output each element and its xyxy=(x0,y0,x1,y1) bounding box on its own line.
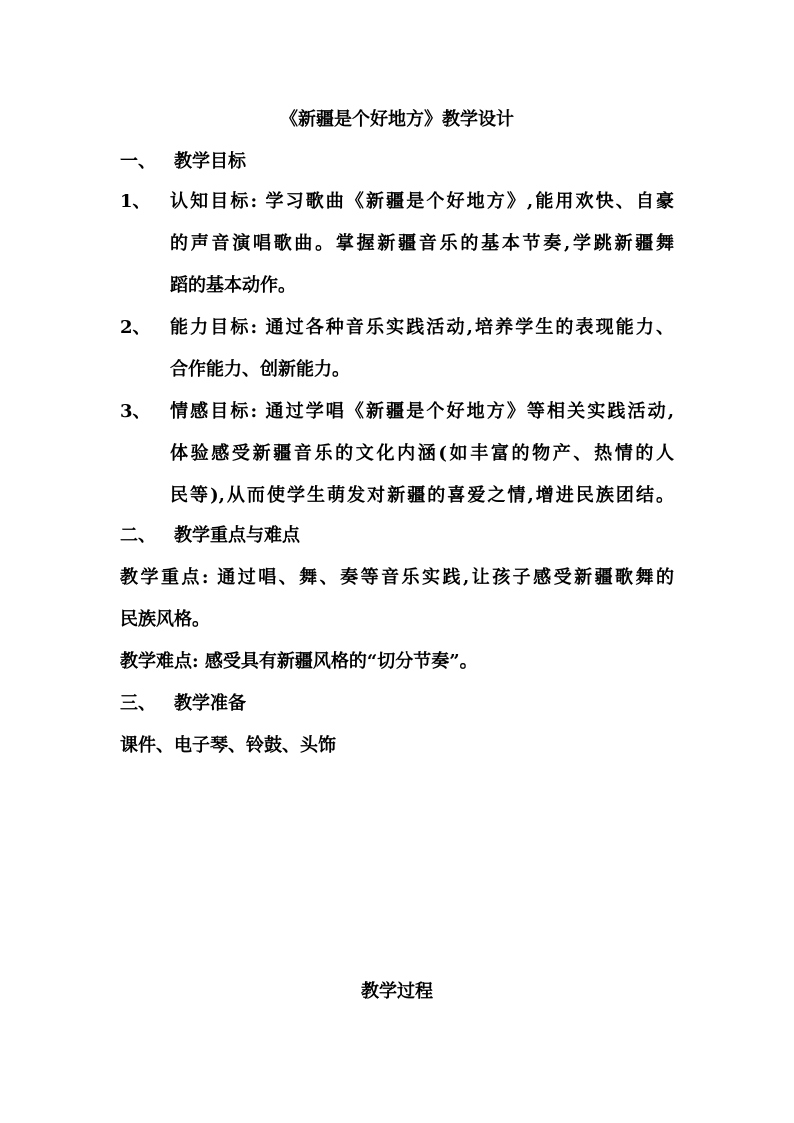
item-1-line-3: 蹈的基本动作。 xyxy=(170,275,296,296)
section-2-title: 教学重点与难点 xyxy=(174,525,300,546)
item-2-number: 2、 xyxy=(120,317,151,338)
item-3-number: 3、 xyxy=(120,401,151,422)
item-1-number: 1、 xyxy=(120,191,151,212)
section-2-number: 二、 xyxy=(120,525,156,546)
section-1-number: 一、 xyxy=(120,151,156,172)
process-heading: 教学过程 xyxy=(361,981,433,1002)
section-3-heading xyxy=(120,692,246,716)
section-3-title: 教学准备 xyxy=(174,693,246,714)
section-1-heading xyxy=(120,150,246,174)
item-1-line-1: 认知目标: 学习歌曲《新疆是个好地方》,能用欢快、自豪 xyxy=(170,191,674,212)
section-1-title: 教学目标 xyxy=(174,151,246,172)
item-1-line-2: 的声音演唱歌曲。掌握新疆音乐的基本节奏,学跳新疆舞 xyxy=(170,233,674,254)
section-2-heading xyxy=(120,524,300,548)
key-point-line-1: 教学重点: 通过唱、舞、奏等音乐实践,让孩子感受新疆歌舞的 xyxy=(120,567,674,588)
item-3-line-3: 民等),从而使学生萌发对新疆的喜爱之情,增进民族团结。 xyxy=(170,485,674,506)
item-2-line-2: 合作能力、创新能力。 xyxy=(170,359,350,380)
item-3-line-1: 情感目标: 通过学唱《新疆是个好地方》等相关实践活动, xyxy=(170,401,674,422)
document-title: 《新疆是个好地方》教学设计 xyxy=(280,109,514,130)
materials-line: 课件、电子琴、铃鼓、头饰 xyxy=(120,735,336,756)
key-point-line-2: 民族风格。 xyxy=(120,609,210,630)
section-3-number: 三、 xyxy=(120,693,156,714)
item-2-line-1: 能力目标: 通过各种音乐实践活动,培养学生的表现能力、 xyxy=(170,317,674,338)
difficulty-line: 教学难点: 感受具有新疆风格的“切分节奏”。 xyxy=(120,651,478,672)
item-3-line-2: 体验感受新疆音乐的文化内涵(如丰富的物产、热情的人 xyxy=(170,443,674,464)
